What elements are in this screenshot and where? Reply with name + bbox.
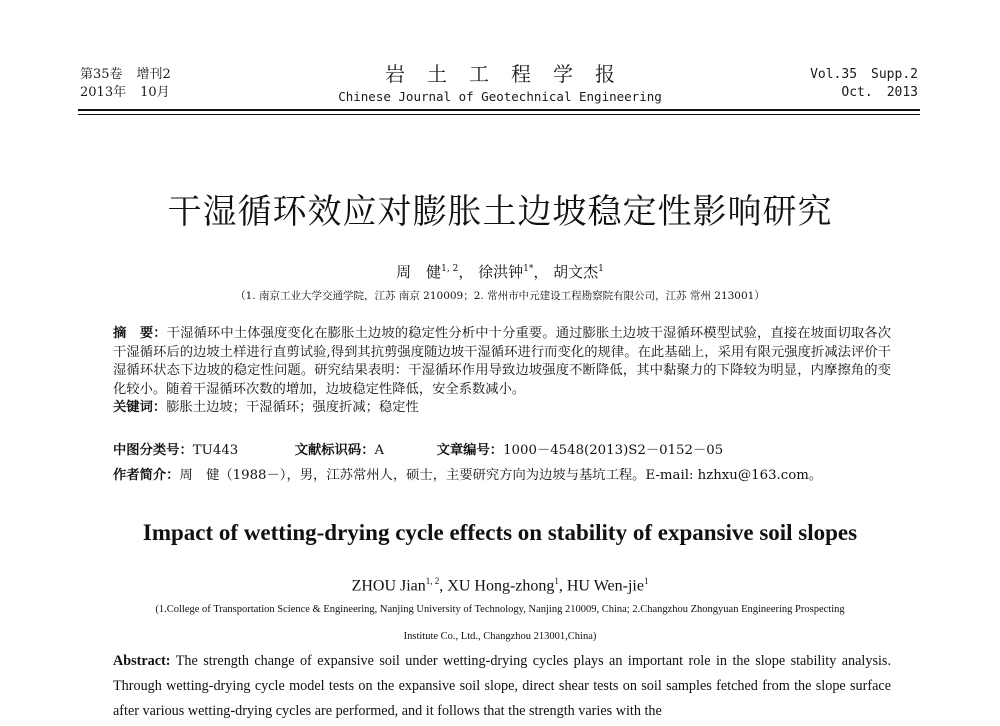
abstract-cn	[113, 325, 891, 418]
author-3-en: HU Wen-jie	[566, 577, 644, 595]
affiliation-cn: （1. 南京工业大学交通学院，江苏 南京 210009；2. 常州市中元建设工程勘察院有限公司，江苏 常州 213001）	[235, 290, 765, 302]
abstract-en	[113, 649, 891, 724]
clc-value: TU443	[192, 443, 239, 458]
year-cn: 2013年	[80, 85, 127, 100]
header-rule-thick	[78, 109, 920, 111]
volume-en: Vol.35	[810, 67, 858, 82]
header-rule-thin	[78, 114, 920, 115]
month-cn: 10月	[140, 85, 170, 100]
abstract-en-label: Abstract:	[113, 653, 171, 669]
author-intro-text: 周 健（1988－），男，江苏常州人，硕士，主要研究方向为边坡与基坑工程。E-mail: hzhxu@163.com。	[179, 468, 823, 483]
author-2-en-sup: 1	[554, 576, 559, 586]
author-3-cn: 胡文杰	[553, 263, 599, 281]
supplement-en: Supp.2	[871, 67, 918, 82]
author-3-en-sup: 1	[643, 576, 649, 586]
author-3-cn-sup: 1	[598, 264, 604, 274]
supplement-cn: 增刊2	[136, 67, 171, 82]
author-1-en: ZHOU Jian	[351, 577, 426, 595]
volume-cn: 第35卷	[80, 67, 123, 82]
journal-name-cn: 岩土工程学报	[385, 62, 637, 86]
author-2-en: XU Hong-zhong	[447, 577, 555, 595]
author-2-cn-sup: 1*	[523, 264, 534, 274]
author-1-cn: 周 健	[396, 263, 442, 281]
month-en: Oct.	[841, 85, 873, 100]
journal-name-en: Chinese Journal of Geotechnical Engineering	[338, 89, 662, 104]
header-right	[810, 66, 918, 102]
author-2-cn: 徐洪钟	[478, 263, 524, 281]
keywords-cn-label: 关键词：	[113, 400, 167, 416]
paper-title-cn: 干湿循环效应对膨胀土边坡稳定性影响研究	[167, 192, 833, 232]
abstract-cn-text: 干湿循环中土体强度变化在膨胀土边坡的稳定性分析中十分重要。通过膨胀土边坡干湿循环模型试验，直接在坡面切取各次干湿循环后的边坡土样进行直剪试验,得到其抗剪强度随边坡干湿循环进行而变化的规律。在此基础上，采用有限元强度折减法评价干湿循环状态下边坡的稳定性问题。研究结果表明：干湿循环作用导致边坡强度不断降低，其中黏聚力的下降较为明显，内摩擦角的变化较小。随着干湿循环次数的增加，边坡稳定性降低，安全系数减小。	[113, 326, 892, 397]
year-en: 2013	[886, 85, 918, 100]
article-number-value: 1000－4548(2013)S2－0152－05	[503, 443, 724, 458]
paper-title-en: Impact of wetting-drying cycle effects on stability of expansive soil slopes	[142, 520, 858, 545]
keywords-cn-text: 膨胀土边坡；干湿循环；强度折减；稳定性	[166, 400, 419, 416]
article-number-label: 文章编号：	[436, 443, 504, 458]
author-1-en-sup: 1, 2	[425, 576, 440, 586]
doc-code-value: A	[374, 443, 385, 458]
affiliation-en: (1.College of Transportation Science & Engineering, Nanjing University of Technology, Nanjing 210009, China; 2.Changzhou Zhongyuan Engineering Prospecting Institute Co., Ltd., Changzhou 213001,China)	[155, 604, 845, 642]
author-1-cn-sup: 1, 2	[441, 264, 459, 274]
author-intro	[113, 467, 891, 485]
authors-cn: 周 健$^{1, 2}$， 徐洪钟$^{1*}$， 胡文杰$^1$	[396, 263, 604, 281]
doc-code-label: 文献标识码：	[294, 443, 375, 458]
abstract-en-text: The strength change of expansive soil under wetting-drying cycles plays an important role in the slope stability analysis. Through wetting-drying cycle model tests on the expansive soil slope, direct shear tests on soil samples fetched from the slope surface after various wetting-drying cycles are performed, and it follows that the strength varies with the	[113, 653, 891, 719]
authors-en: ZHOU Jian$^{1, 2}$, XU Hong-zhong$^1$, HU Wen-jie$^1$	[351, 576, 649, 595]
classification-line	[113, 442, 891, 460]
clc-label: 中图分类号：	[113, 443, 193, 458]
author-intro-label: 作者简介：	[113, 468, 180, 483]
abstract-cn-label: 摘 要：	[113, 326, 167, 341]
